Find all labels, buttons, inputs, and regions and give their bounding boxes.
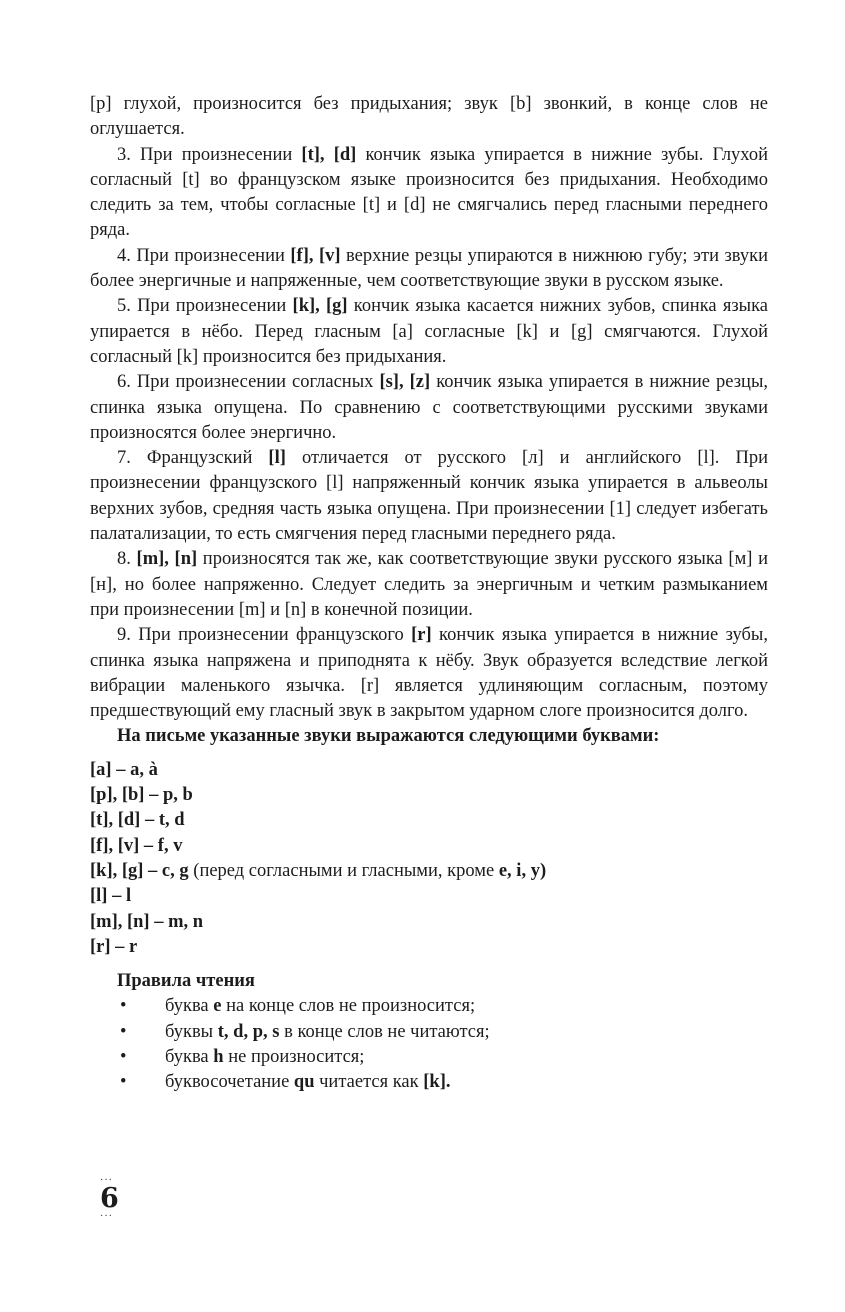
letter-line-a: [a] – a, à xyxy=(90,759,158,780)
sound-sz: [s], [z] xyxy=(379,372,431,393)
letter-line-l: [l] – l xyxy=(90,886,132,907)
letter-line-mn: [m], [n] – m, n xyxy=(90,911,204,932)
paragraph-2-continuation: [p] глухой, произносится без придыхания; звук [b] звонкий, в конце слов не оглушается. xyxy=(90,94,768,140)
page-folio xyxy=(100,1175,124,1222)
paragraph-3: 3. При произнесении [t], [d] кончик языка упирается в нижние зубы. Глухой согласный [t] во французском языке произносится без придыхания. Необходимо следить за тем, чтобы согласные [t] и [d] не смягчались перед гласными переднего ряда. xyxy=(90,144,768,241)
reading-rules-title: Правила чтения xyxy=(117,971,255,992)
reading-rules-list xyxy=(90,994,768,1095)
letter-correspondence-list xyxy=(90,758,768,960)
rule-item: • буквосочетание qu читается как [k]. xyxy=(90,1070,768,1095)
rule-item: • буквы t, d, p, s в конце слов не читаются; xyxy=(90,1020,768,1045)
paragraph-4: 4. При произнесении [f], [v] верхние резцы упираются в нижнюю губу; эти звуки более энергичные и напряженные, чем соответствующие звуки в русском языке. xyxy=(90,245,768,292)
folio-dots-bottom: ··· xyxy=(100,1211,113,1222)
page-number: 6 xyxy=(100,1183,119,1214)
letter-line-kg: [k], [g] – c, g (перед согласными и гласными, кроме e, i, y) xyxy=(90,860,547,881)
letter-line-r: [r] – r xyxy=(90,936,138,957)
paragraph-6: 6. При произнесении согласных [s], [z] кончик языка упирается в нижние резцы, спинка языка опущена. По сравнению с соответствующими русскими звуками произносятся более энергично. xyxy=(90,372,769,443)
sound-r: [r] xyxy=(411,625,432,646)
sound-fv: [f], [v] xyxy=(290,245,341,266)
paragraph-5: 5. При произнесении [k], [g] кончик языка касается нижних зубов, спинка языка упирается в нёбо. Перед гласным [a] согласные [k] и [g] смягчаются. Глухой согласный [k] произносится без придыхания. xyxy=(90,296,768,367)
body-text xyxy=(90,92,768,1096)
rule-item: • буква h не произносится; xyxy=(90,1045,768,1070)
rule-item: • буква e на конце слов не произносится; xyxy=(90,994,768,1019)
paragraph-8: 8. [m], [n] произносятся так же, как соответствующие звуки русского языка [м] и [н], но более напряженно. Следует следить за энергичным и четким размыканием при произнесении [m] и [n] в конечной позиции. xyxy=(90,549,768,620)
sound-td: [t], [d] xyxy=(301,144,357,165)
sound-l: [l] xyxy=(268,448,286,469)
letter-line-fv: [f], [v] – f, v xyxy=(90,835,183,856)
letter-line-pb: [p], [b] – p, b xyxy=(90,785,193,806)
paragraph-7: 7. Французский [l] отличается от русского [л] и английского [l]. При произнесении французского [l] напряженный кончик языка упирается в альвеолы верхних зубов, средняя часть языка опущена. При произнесении [1] следует избегать палатализации, то есть смягчения перед гласными переднего ряда. xyxy=(90,448,768,545)
folio-dots-top: ··· xyxy=(100,1175,113,1186)
letters-heading: На письме указанные звуки выражаются следующими буквами: xyxy=(117,726,660,747)
letter-line-td: [t], [d] – t, d xyxy=(90,810,185,831)
sound-mn: [m], [n] xyxy=(136,549,198,570)
paragraph-9: 9. При произнесении французского [r] кончик языка упирается в нижние зубы, спинка языка напряжена и приподнята к нёбу. Звук образуется вследствие легкой вибрации маленького язычка. [r] является удлиняющим согласным, поэтому предшествующий ему гласный звук в закрытом ударном слоге произносится долго. xyxy=(90,625,768,722)
sound-kg: [k], [g] xyxy=(292,296,348,317)
